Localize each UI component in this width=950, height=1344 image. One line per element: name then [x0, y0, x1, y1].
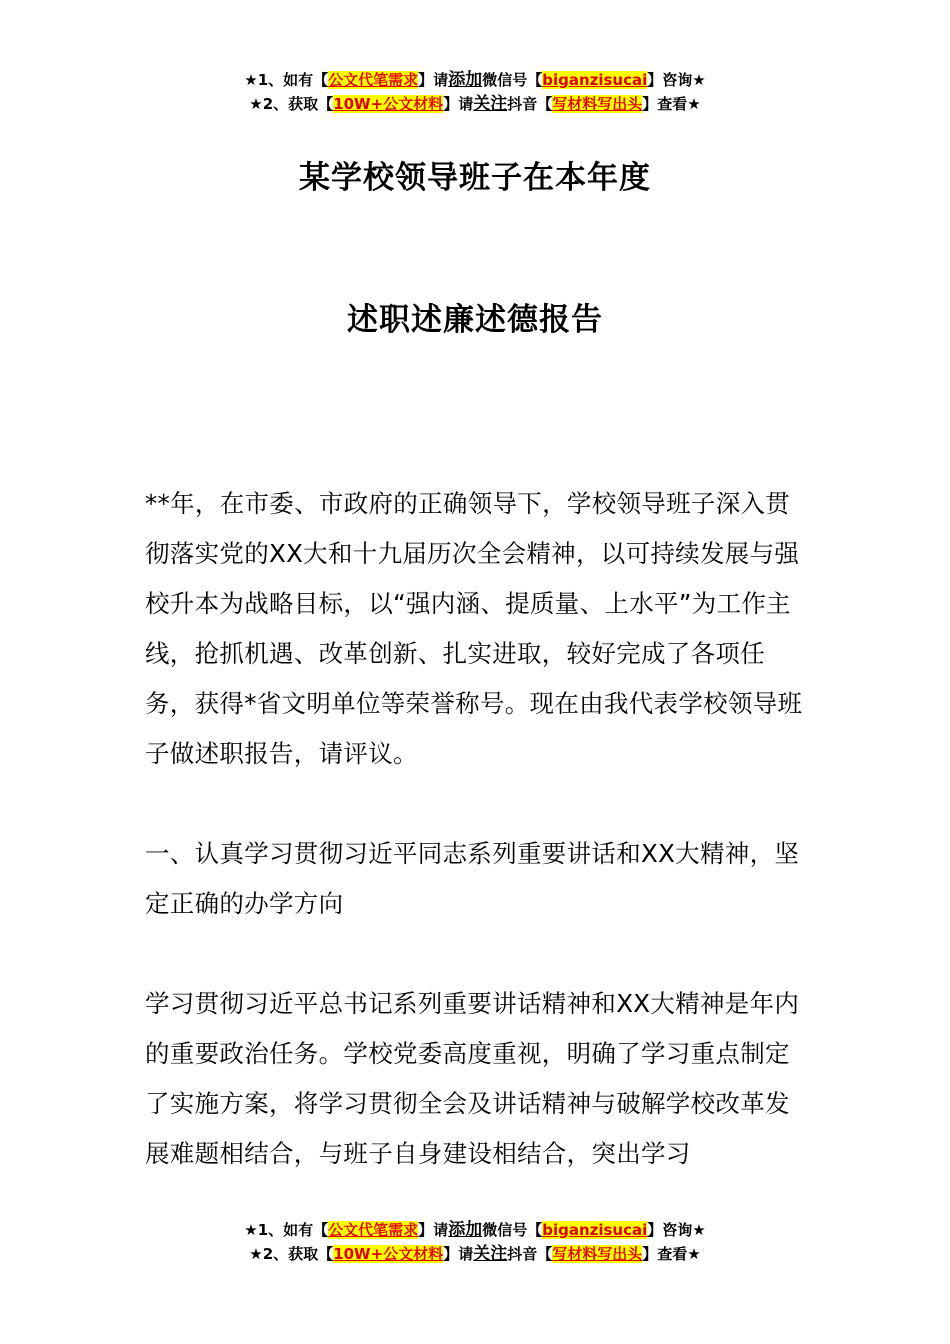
highlight-wechat-id: biganzisucai [542, 1221, 648, 1239]
banner-text: ★2、获取【 [249, 95, 334, 113]
document-title-line-1: 某学校领导班子在本年度 [299, 160, 651, 196]
banner-text: 】请 [418, 71, 449, 89]
banner-text: 】请 [418, 1221, 449, 1239]
banner-text: 】查看★ [642, 1245, 701, 1263]
banner-line-2 [0, 92, 950, 116]
highlight-materials: 10W+公文材料 [333, 95, 444, 113]
document-body [145, 479, 810, 1179]
banner-emphasis: 关注 [473, 94, 508, 114]
banner-text: 】咨询★ [647, 1221, 706, 1239]
banner-line-1 [0, 1218, 950, 1242]
paragraph-intro: **年，在市委、市政府的正确领导下，学校领导班子深入贯彻落实党的XX大和十九届历次全会精神，以可持续发展与强校升本为战略目标，以“强内涵、提质量、上水平”为工作主线，抢抓机遇、改革创新、扎实进取，较好完成了各项任务，获得*省文明单位等荣誉称号。现在由我代表学校领导班子做述职报告，请评议。 [145, 489, 803, 768]
banner-line-1 [0, 68, 950, 92]
banner-emphasis: 关注 [473, 1244, 508, 1264]
banner-text: 微信号【 [482, 1221, 543, 1239]
highlight-douyin-id: 写材料写出头 [552, 95, 643, 113]
bottom-banner [0, 1218, 950, 1266]
banner-text: 】咨询★ [647, 71, 706, 89]
highlight-service: 公文代笔需求 [328, 1221, 419, 1239]
banner-text: ★1、如有【 [244, 71, 329, 89]
banner-text: 】请 [443, 1245, 474, 1263]
section-heading-1: 一、认真学习贯彻习近平同志系列重要讲话和XX大精神，坚定正确的办学方向 [145, 839, 800, 918]
banner-emphasis: 添加 [448, 1220, 483, 1240]
banner-text: ★2、获取【 [249, 1245, 334, 1263]
highlight-materials: 10W+公文材料 [333, 1245, 444, 1263]
banner-text: 微信号【 [482, 71, 543, 89]
banner-text: 抖音【 [507, 1245, 553, 1263]
banner-text: ★1、如有【 [244, 1221, 329, 1239]
document-title-line-2: 述职述廉述德报告 [347, 302, 603, 338]
highlight-wechat-id: biganzisucai [542, 71, 648, 89]
paragraph-section-1: 学习贯彻习近平总书记系列重要讲话精神和XX大精神是年内的重要政治任务。学校党委高度重视，明确了学习重点制定了实施方案，将学习贯彻全会及讲话精神与破解学校改革发展难题相结合，与班子自身建设相结合，突出学习 [145, 989, 800, 1168]
banner-text: 抖音【 [507, 95, 553, 113]
banner-emphasis: 添加 [448, 70, 483, 90]
highlight-douyin-id: 写材料写出头 [552, 1245, 643, 1263]
highlight-service: 公文代笔需求 [328, 71, 419, 89]
banner-line-2 [0, 1242, 950, 1266]
banner-text: 】请 [443, 95, 474, 113]
top-banner [0, 68, 950, 116]
banner-text: 】查看★ [642, 95, 701, 113]
